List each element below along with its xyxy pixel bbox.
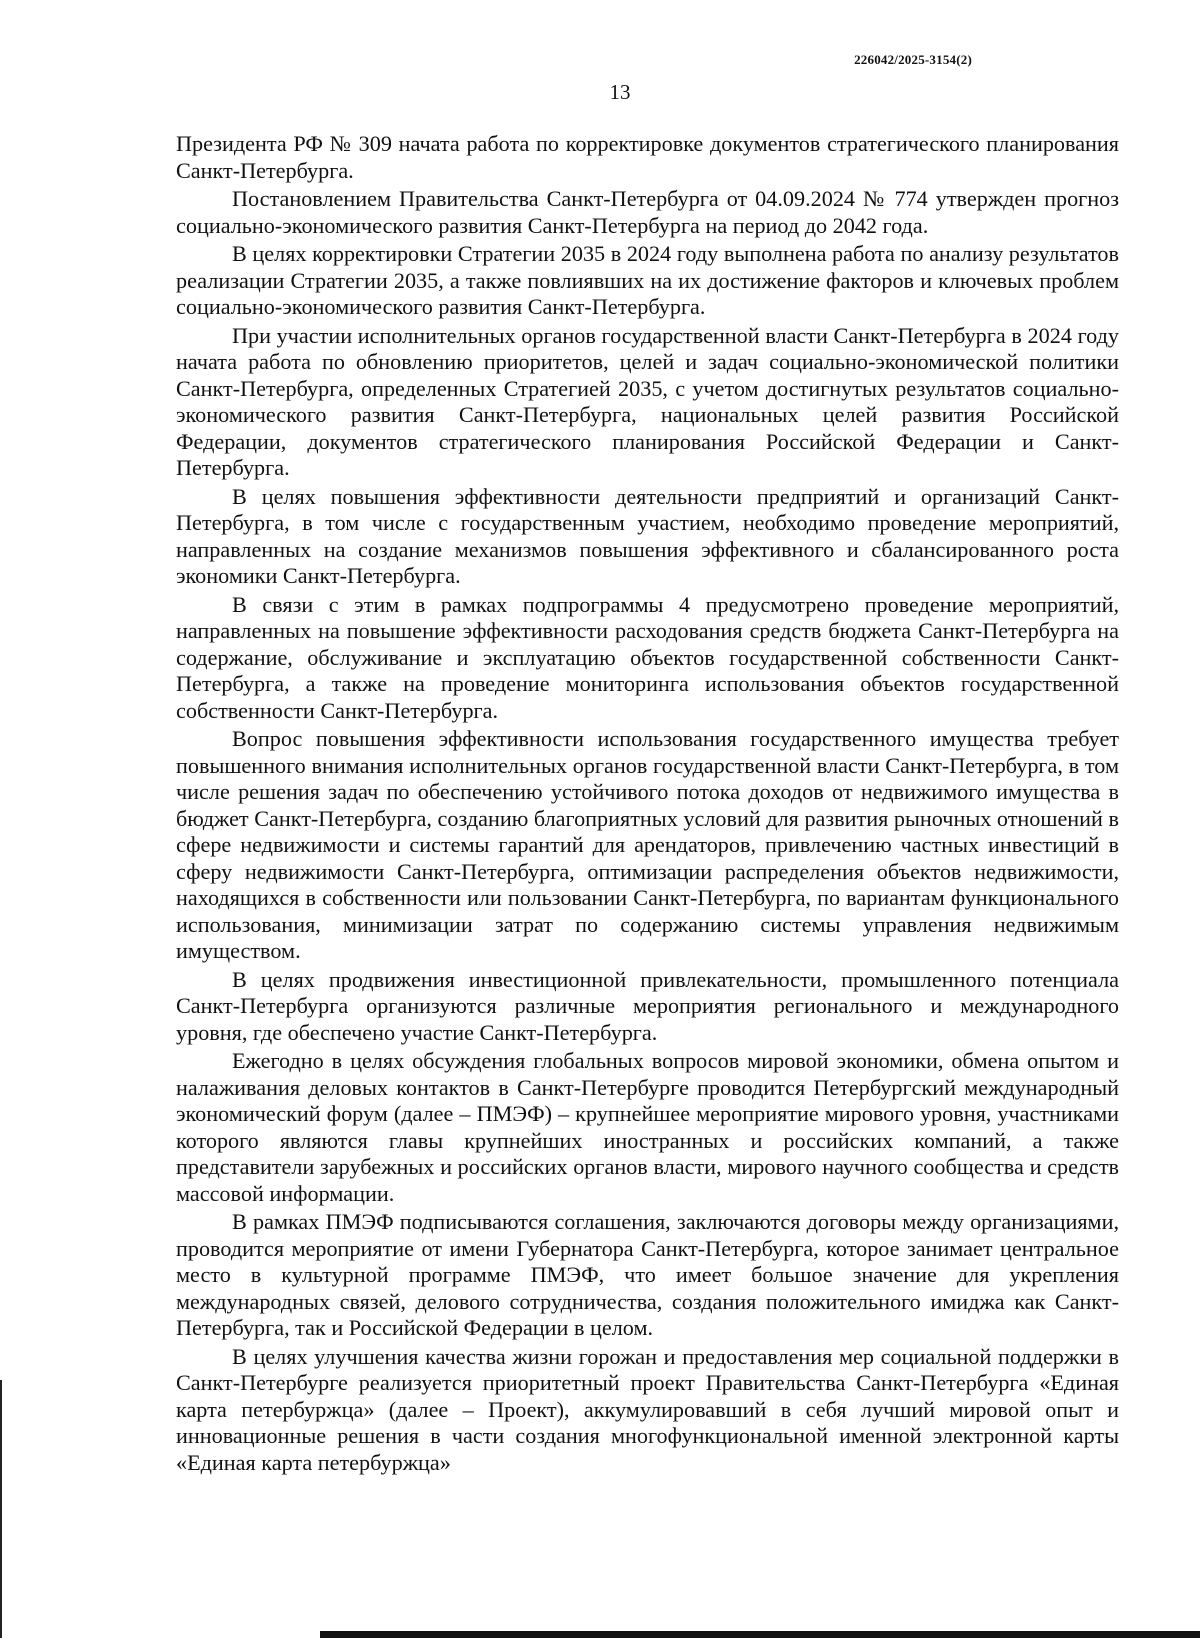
- paragraph: В целях повышения эффективности деятельности предприятий и организаций Санкт-Петербурга, в том числе с государственным участием, необходимо проведение мероприятий, направленных на создание механизмов повышения эффективного и сбалансированного роста экономики Санкт-Петербурга.: [176, 483, 1119, 588]
- scan-bottom-edge: [320, 1631, 1200, 1638]
- page-number: 13: [609, 80, 631, 104]
- paragraph: Постановлением Правительства Санкт-Петербурга от 04.09.2024 № 774 утвержден прогноз социально-экономического развития Санкт-Петербурга на период до 2042 года.: [176, 186, 1119, 238]
- paragraph: В целях корректировки Стратегии 2035 в 2024 году выполнена работа по анализу результатов реализации Стратегии 2035, а также повлиявших на их достижение факторов и ключевых проблем социально-экономического развития Санкт-Петербурга.: [176, 241, 1119, 319]
- paragraph: При участии исполнительных органов государственной власти Санкт-Петербурга в 2024 году начата работа по обновлению приоритетов, целей и задач социально-экономической политики Санкт-Петербурга, определенных Стратегией 2035, с учетом достигнутых результатов социально-экономического развития Санкт-Петербурга, национальных целей развития Российской Федерации, документов стратегического планирования Российской Федерации и Санкт-Петербурга.: [176, 322, 1119, 480]
- paragraph: Ежегодно в целях обсуждения глобальных вопросов мировой экономики, обмена опытом и налаживания деловых контактов в Санкт-Петербурге проводится Петербургский международный экономический форум (далее – ПМЭФ) – крупнейшее мероприятие мирового уровня, участниками которого являются главы крупнейших иностранных и российских компаний, а также представители зарубежных и российских органов власти, мирового научного сообщества и средств массовой информации.: [176, 1048, 1119, 1206]
- scan-edge-line: [0, 1380, 2, 1638]
- paragraph: В целях улучшения качества жизни горожан и предоставления мер социальной поддержки в Санкт-Петербурге реализуется приоритетный проект Правительства Санкт-Петербурга «Единая карта петербуржца» (далее – Проект), аккумулировавший в себя лучший мировой опыт и инновационные решения в части создания многофункциональной именной электронной карты «Единая карта петербуржца»: [176, 1343, 1119, 1475]
- paragraph: В рамках ПМЭФ подписываются соглашения, заключаются договоры между организациями, проводится мероприятие от имени Губернатора Санкт-Петербурга, которое занимает центральное место в культурной программе ПМЭФ, что имеет большое значение для укрепления международных связей, делового сотрудничества, создания положительного имиджа как Санкт-Петербурга, так и Российской Федерации в целом.: [176, 1209, 1119, 1340]
- paragraph: В связи с этим в рамках подпрограммы 4 предусмотрено проведение мероприятий, направленных на повышение эффективности расходования средств бюджета Санкт-Петербурга на содержание, обслуживание и эксплуатацию объектов государственной собственности Санкт-Петербурга, а также на проведение мониторинга использования объектов государственной собственности Санкт-Петербурга.: [176, 591, 1119, 723]
- document-registration-number: 226042/2025-3154(2): [854, 52, 972, 67]
- paragraph: В целях продвижения инвестиционной привлекательности, промышленного потенциала Санкт-Петербурга организуются различные мероприятия регионального и международного уровня, где обеспечено участие Санкт-Петербурга.: [176, 966, 1119, 1045]
- paragraph: Президента РФ № 309 начата работа по корректировке документов стратегического планирования Санкт-Петербурга.: [176, 131, 1119, 183]
- document-body: [176, 131, 1119, 1476]
- paragraph: Вопрос повышения эффективности использования государственного имущества требует повышенного внимания исполнительных органов государственной власти Санкт-Петербурга, в том числе решения задач по обеспечению устойчивого потока доходов от недвижимого имущества в бюджет Санкт-Петербурга, созданию благоприятных условий для развития рыночных отношений в сфере недвижимости и системы гарантий для арендаторов, привлечению частных инвестиций в сферу недвижимости Санкт-Петербурга, оптимизации распределения объектов недвижимости, находящихся в собственности или пользовании Санкт-Петербурга, по вариантам функционального использования, минимизации затрат по содержанию системы управления недвижимым имуществом.: [176, 726, 1119, 963]
